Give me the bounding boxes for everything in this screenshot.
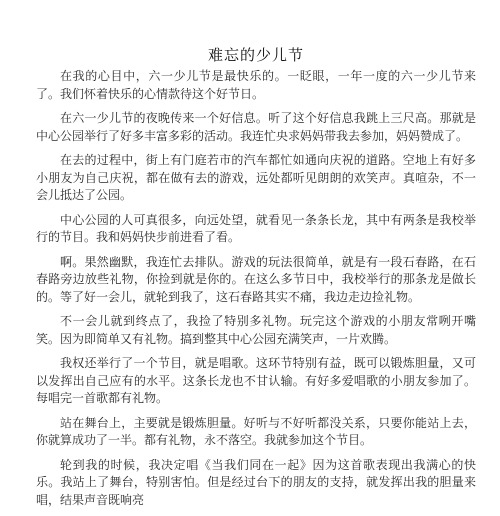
paragraph: 在六一少儿节的夜晚传来一个好信息。听了这个好信息我跳上三尺高。那就是中心公园举行了好多丰富多彩的活动。我连忙央求妈妈带我去参加，妈妈赞成了。: [36, 111, 476, 143]
paragraph: 不一会儿就到终点了，我捡了特别多礼物。玩完这个游戏的小朋友常咧开嘴笑。因为即简单又有礼物。搞到整其中心公园充满笑声，一片欢腾。: [36, 314, 476, 346]
paragraph: 轮到我的时候，我决定唱《当我们同在一起》因为这首歌表现出我满心的快乐。我站上了舞台，特别害怕。但是经过台下的朋友的支持，就发挥出我的胆量来唱，结果声音既响亮: [36, 457, 476, 507]
paragraph: 在我的心目中，六一少儿节是最快乐的。一眨眼，一年一度的六一少儿节来了。我们怀着快乐的心情款待这个好节日。: [36, 69, 476, 101]
paragraph: 站在舞台上，主要就是锻炼胆量。好听与不好听都没关系，只要你能站上去，你就算成功了一半。都有礼物，永不落空。我就参加这个节目。: [36, 415, 476, 447]
article-body: [36, 68, 476, 516]
paragraph: 啊。果然幽默，我连忙去排队。游戏的玩法很简单，就是有一段石春路，在石春路旁边放些礼物，你捡到就是你的。在这么多节日中，我校举行的那条龙是做长的。等了好一会儿，就轮到我了，这石春路其实不痛，我边走边捡礼物。: [36, 254, 476, 304]
paragraph: 在去的过程中，街上有门庭若市的汽车都忙如通向庆祝的道路。空地上有好多小朋友为自己庆祝，都在做有去的游戏，远处都听见朗朗的欢笑声。真喧杂，不一会儿抵达了公园。: [36, 153, 476, 202]
paragraph: 我权还举行了一个节目，就是唱歌。这环节特别有益，既可以锻炼胆量，又可以发挥出自己应有的水平。这条长龙也不甘认输。有好多爱唱歌的小朋友参加了。每唱完一首歌都有礼物。: [36, 356, 476, 405]
document-title: 难忘的少儿节: [207, 46, 304, 64]
paragraph: 中心公园的人可真很多，向远处望，就看见一条条长龙，其中有两条是我校举行的节目。我和妈妈快步前进看了看。: [36, 212, 476, 244]
